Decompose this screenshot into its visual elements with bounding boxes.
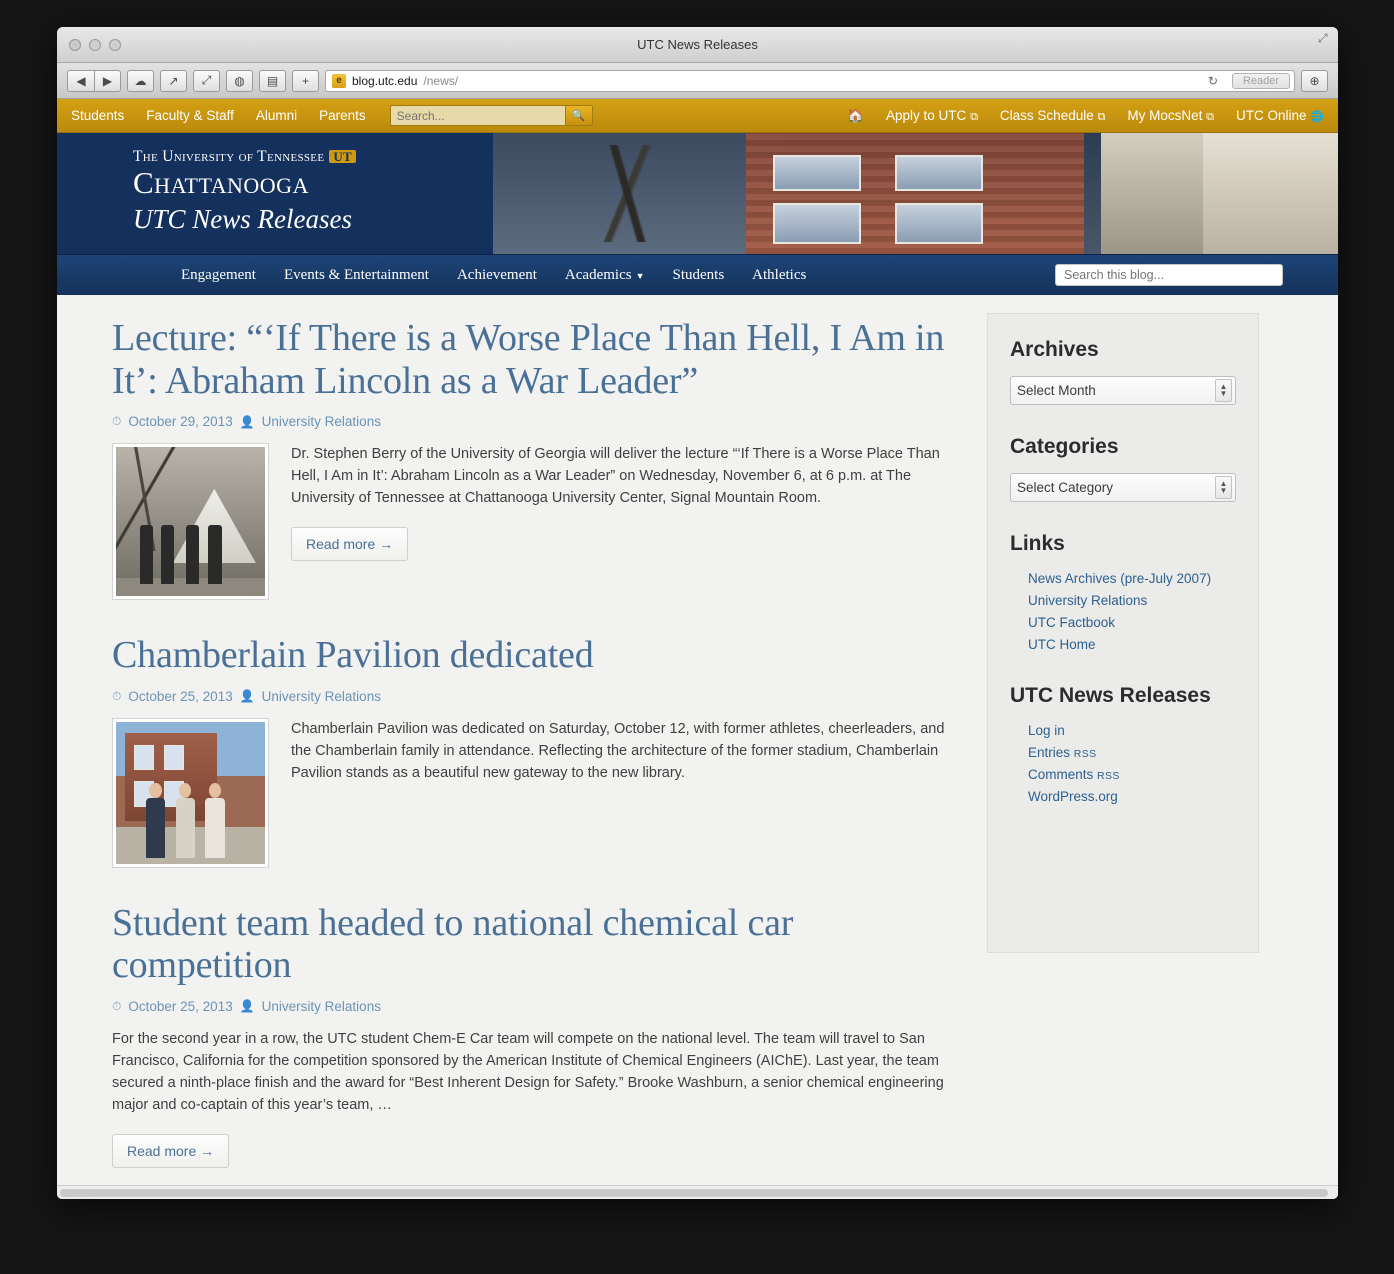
user-icon: 👤 bbox=[239, 414, 255, 429]
home-icon[interactable]: 🏠 bbox=[847, 107, 865, 123]
clock-icon: ⏱ bbox=[112, 414, 122, 429]
external-link-icon: ⧉ bbox=[1097, 110, 1106, 123]
categories-select-value: Select Category bbox=[1017, 480, 1114, 495]
page-body bbox=[57, 295, 1338, 1185]
post-date: October 29, 2013 bbox=[128, 414, 233, 430]
window-controls[interactable] bbox=[57, 39, 121, 51]
banner-column-primary bbox=[1203, 133, 1338, 254]
read-more-button[interactable]: Read more → bbox=[291, 527, 408, 561]
post-item bbox=[112, 317, 947, 600]
list-item bbox=[1028, 766, 1236, 784]
new-tab-button[interactable]: + bbox=[292, 70, 319, 92]
search-icon[interactable]: 🔍 bbox=[566, 105, 593, 126]
read-more-button[interactable]: Read more → bbox=[112, 1134, 229, 1168]
list-item bbox=[1028, 744, 1236, 762]
post-author[interactable]: University Relations bbox=[261, 688, 381, 704]
url-host: blog.utc.edu bbox=[352, 73, 418, 88]
post-list bbox=[57, 295, 987, 1185]
minimize-window-button[interactable] bbox=[89, 39, 101, 51]
categories-select[interactable] bbox=[1010, 473, 1236, 502]
pavilion-photo bbox=[116, 722, 265, 864]
post-meta bbox=[112, 414, 947, 429]
utility-link-parents[interactable]: Parents bbox=[319, 108, 366, 123]
chevron-updown-icon: ▲ ▼ bbox=[1215, 379, 1232, 402]
external-link-icon: ⧉ bbox=[1206, 110, 1214, 123]
site-banner bbox=[57, 133, 1338, 255]
shield-icon[interactable]: ◍ bbox=[226, 70, 253, 92]
downloads-icon[interactable]: ⊕ bbox=[1301, 70, 1328, 92]
show-tabs-icon[interactable]: ▤ bbox=[259, 70, 286, 92]
list-item bbox=[1028, 636, 1236, 654]
globe-icon: 🌐 bbox=[1310, 111, 1324, 123]
utility-link-faculty-staff[interactable]: Faculty & Staff bbox=[146, 108, 234, 123]
nav-item-athletics[interactable]: Athletics bbox=[752, 267, 807, 283]
list-item bbox=[1028, 722, 1236, 740]
window-title: UTC News Releases bbox=[637, 37, 758, 52]
post-item bbox=[112, 902, 947, 1168]
site-title: UTC News Releases bbox=[133, 203, 352, 234]
clock-icon: ⏱ bbox=[112, 998, 122, 1013]
close-window-button[interactable] bbox=[69, 39, 81, 51]
sidebar-link-entries-rss[interactable]: Entries RSS bbox=[1028, 745, 1097, 760]
post-date: October 25, 2013 bbox=[128, 688, 233, 704]
nav-item-academics[interactable]: Academics ▼ bbox=[564, 266, 645, 283]
sidebar bbox=[987, 313, 1259, 953]
sidebar-link-log-in[interactable]: Log in bbox=[1028, 723, 1065, 738]
sidebar-heading-links: Links bbox=[1010, 532, 1065, 555]
external-link-icon: ⧉ bbox=[970, 110, 978, 123]
utility-link-class-schedule[interactable]: Class Schedule ⧉ bbox=[999, 107, 1106, 123]
sidebar-link-utc-home[interactable]: UTC Home bbox=[1028, 637, 1096, 652]
user-icon: 👤 bbox=[239, 689, 255, 704]
chevron-updown-icon: ▲ ▼ bbox=[1215, 476, 1232, 499]
post-title[interactable]: Chamberlain Pavilion dedicated bbox=[112, 634, 594, 677]
zoom-window-button[interactable] bbox=[109, 39, 121, 51]
logo-line-1: The University of Tennessee bbox=[133, 148, 325, 165]
sidebar-link-utc-factbook[interactable]: UTC Factbook bbox=[1028, 615, 1116, 630]
archives-select-value: Select Month bbox=[1017, 383, 1096, 398]
post-date: October 25, 2013 bbox=[128, 998, 233, 1014]
icloud-tabs-icon[interactable]: ☁ bbox=[127, 70, 154, 92]
forward-button[interactable]: ▶ bbox=[94, 70, 121, 92]
share-icon[interactable]: ↗ bbox=[160, 70, 187, 92]
address-bar[interactable] bbox=[325, 70, 1295, 92]
list-item bbox=[1028, 788, 1236, 806]
post-excerpt: For the second year in a row, the UTC student Chem-E Car team will compete on the national level. The team will travel to San Francisco, California for the competition sponsored by the American Institute of Chemical Engineers (AIChE). Last year, the team secured a ninth-place finish and the award for “Best Inherent Design for Safety.” Brooke Washburn, a senior chemical engineering major and co-captain of this year’s team, … bbox=[112, 1030, 944, 1113]
browser-window bbox=[57, 27, 1338, 1199]
resize-icon[interactable]: ⤢ bbox=[193, 70, 220, 92]
post-title[interactable]: Lecture: “‘If There is a Worse Place Than Hell, I Am in It’: Abraham Lincoln as a War Leader” bbox=[112, 317, 945, 402]
archives-select[interactable] bbox=[1010, 376, 1236, 405]
utility-search[interactable] bbox=[390, 105, 593, 126]
nav-buttons[interactable] bbox=[67, 70, 121, 92]
list-item bbox=[1028, 614, 1236, 632]
nav-item-achievement[interactable]: Achievement bbox=[456, 267, 537, 283]
site-favicon: e bbox=[332, 74, 346, 88]
utility-search-input[interactable] bbox=[390, 105, 566, 126]
sidebar-heading-categories: Categories bbox=[1010, 435, 1119, 458]
utility-link-students[interactable]: Students bbox=[71, 108, 125, 123]
banner-titleblock bbox=[57, 133, 356, 254]
banner-brick-building bbox=[746, 133, 1084, 254]
utility-right-links[interactable] bbox=[847, 108, 1324, 124]
post-item bbox=[112, 634, 947, 868]
post-meta bbox=[112, 999, 947, 1014]
utility-bar bbox=[57, 99, 1338, 133]
utility-links[interactable] bbox=[71, 108, 366, 123]
reader-button[interactable]: Reader bbox=[1232, 73, 1290, 89]
url-path: /news/ bbox=[423, 73, 459, 88]
post-meta bbox=[112, 689, 947, 704]
sidebar-link-news-archives[interactable]: News Archives (pre-July 2007) bbox=[1028, 571, 1212, 586]
civil-war-photo bbox=[116, 447, 265, 596]
browser-toolbar bbox=[57, 63, 1338, 99]
horizontal-scrollbar[interactable] bbox=[57, 1185, 1338, 1199]
back-button[interactable]: ◀ bbox=[67, 70, 94, 92]
utility-link-utc-online[interactable]: UTC Online 🌐 bbox=[1236, 108, 1324, 123]
sidebar-link-university-relations[interactable]: University Relations bbox=[1028, 593, 1148, 608]
chevron-down-icon: ▼ bbox=[635, 270, 645, 281]
list-item bbox=[1028, 592, 1236, 610]
reload-icon[interactable]: ↻ bbox=[1207, 73, 1218, 88]
post-excerpt: Dr. Stephen Berry of the University of Georgia will deliver the lecture “‘If There is a Worse Place Than Hell, I Am in It’: Abraham Lincoln as a War Leader” on Wednesday, November 6, at 6 p.m. at The University of Tennessee at Chattanooga University Center, Signal Mountain Room. bbox=[291, 446, 940, 507]
sidebar-links-list bbox=[1010, 570, 1236, 654]
banner-tree-branches bbox=[509, 145, 746, 242]
sidebar-link-comments-rss[interactable]: Comments RSS bbox=[1028, 767, 1120, 782]
utility-link-alumni[interactable]: Alumni bbox=[255, 108, 298, 123]
utility-link-mocsnet[interactable]: My MocsNet ⧉ bbox=[1127, 107, 1214, 123]
ut-logo[interactable] bbox=[133, 149, 356, 233]
nav-item-students[interactable]: Students bbox=[672, 267, 725, 283]
user-icon: 👤 bbox=[239, 999, 255, 1014]
post-thumbnail[interactable] bbox=[112, 718, 269, 868]
post-thumbnail[interactable] bbox=[112, 443, 269, 600]
sidebar-heading-archives: Archives bbox=[1010, 338, 1099, 361]
sidebar-meta-list bbox=[1010, 722, 1236, 806]
fullscreen-icon[interactable]: ⤢ bbox=[1318, 31, 1328, 45]
window-titlebar bbox=[57, 27, 1338, 63]
utility-link-apply[interactable]: Apply to UTC ⧉ bbox=[886, 107, 978, 123]
main-navigation bbox=[57, 255, 1338, 295]
sidebar-heading-meta: UTC News Releases bbox=[1010, 684, 1211, 707]
banner-column-secondary bbox=[1101, 133, 1202, 254]
ut-mark: UT bbox=[329, 150, 356, 163]
list-item bbox=[1028, 570, 1236, 588]
post-author[interactable]: University Relations bbox=[261, 414, 381, 430]
clock-icon: ⏱ bbox=[112, 688, 122, 703]
post-excerpt: Chamberlain Pavilion was dedicated on Saturday, October 12, with former athletes, cheerleaders, and the Chamberlain family in attendance. Reflecting the architecture of the former stadium, Chamberlain Pavilion stands as a beautiful new gateway to the new library. bbox=[291, 720, 945, 781]
post-author[interactable]: University Relations bbox=[261, 998, 381, 1014]
nav-item-engagement[interactable]: Engagement bbox=[181, 267, 256, 283]
logo-line-2: Chattanooga bbox=[133, 164, 309, 200]
nav-item-events-entertainment[interactable]: Events & Entertainment bbox=[283, 267, 429, 283]
blog-search-input[interactable] bbox=[1055, 264, 1283, 286]
sidebar-link-wordpress[interactable]: WordPress.org bbox=[1028, 789, 1118, 804]
web-page bbox=[57, 99, 1338, 1185]
post-title[interactable]: Student team headed to national chemical car competition bbox=[112, 901, 794, 987]
banner-photo bbox=[493, 133, 1338, 254]
scrollbar-thumb[interactable] bbox=[60, 1189, 1328, 1197]
